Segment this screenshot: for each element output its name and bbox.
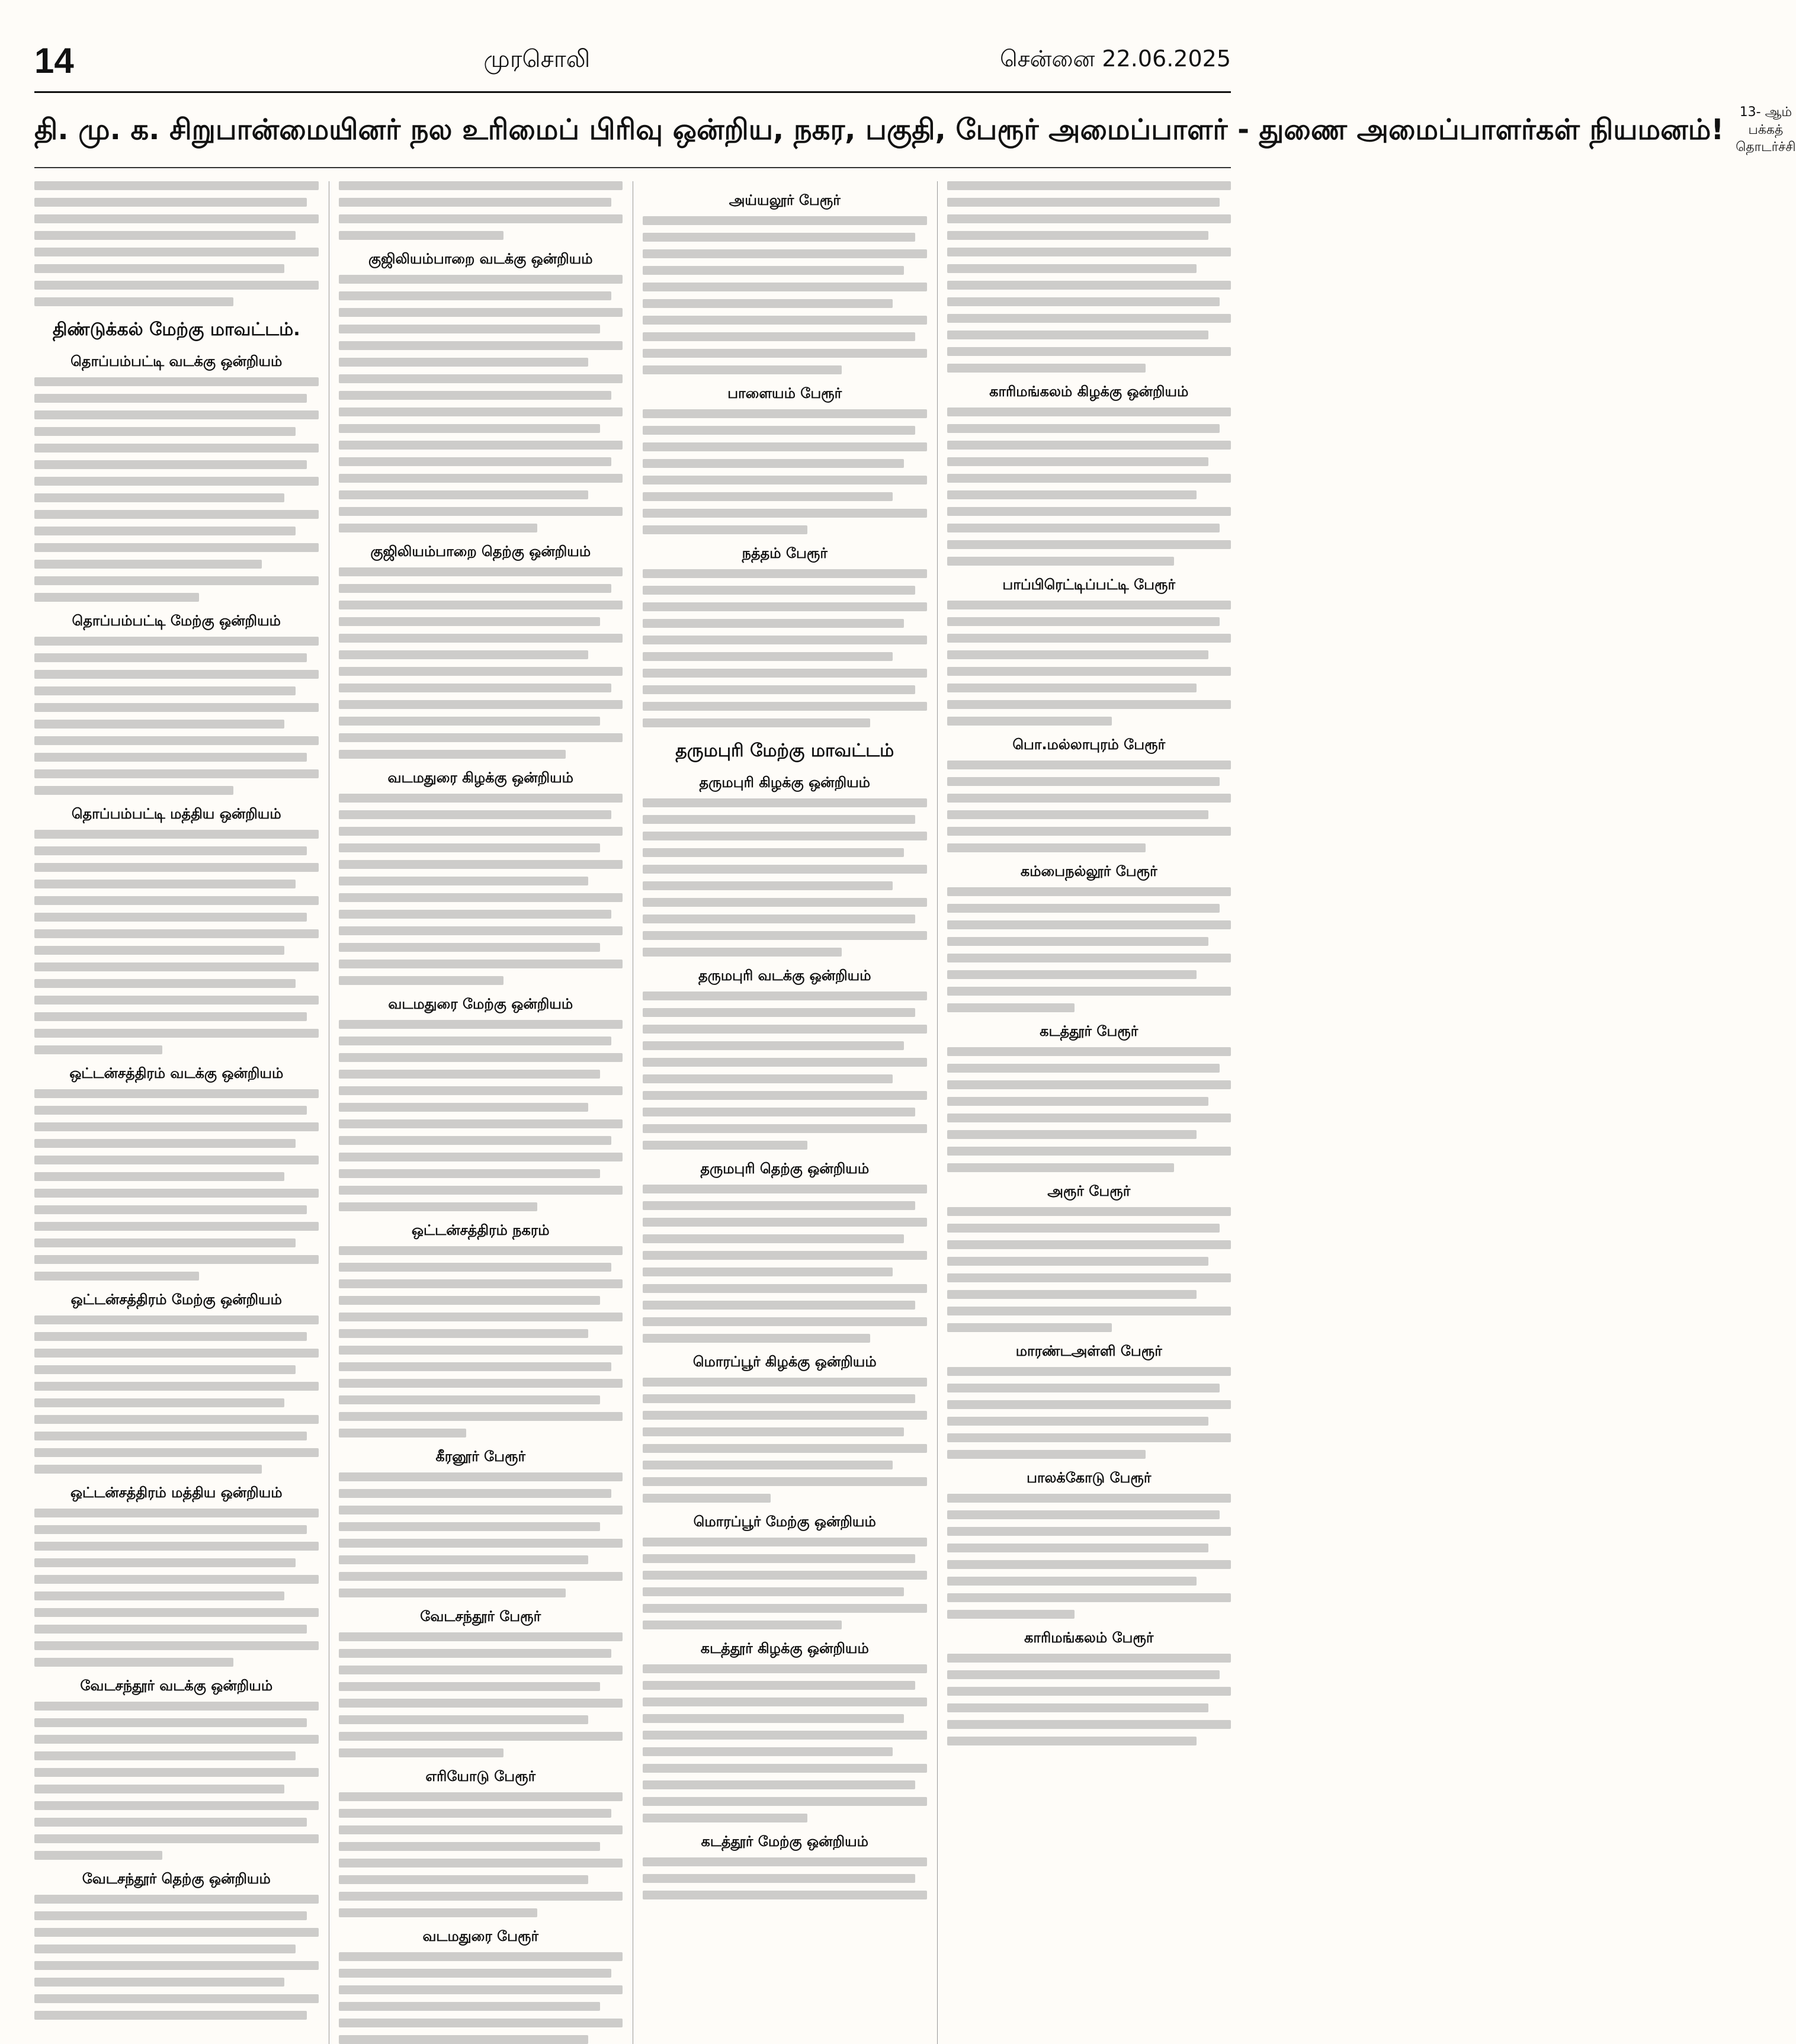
body-text (339, 567, 623, 759)
article-columns (34, 181, 1231, 1946)
section-heading: குஜிலியம்பாறை தெற்கு ஒன்றியம் (370, 543, 591, 560)
page-number: 14 (34, 40, 74, 81)
body-text (643, 409, 927, 534)
section-heading: தருமபுரி வடக்கு ஒன்றியம் (698, 967, 871, 984)
dateline: சென்னை 22.06.2025 (1000, 46, 1231, 72)
body-text (643, 1857, 927, 1899)
body-text (339, 275, 623, 532)
section-heading: கடத்தூர் மேற்கு ஒன்றியம் (701, 1833, 868, 1850)
section-heading: கடத்தூர் பேரூர் (1040, 1023, 1138, 1040)
section-heading: தொப்பம்பட்டி மேற்கு ஒன்றியம் (72, 612, 281, 630)
section-heading: பாளையம் பேரூர் (727, 385, 842, 402)
body-text (643, 798, 927, 957)
section-heading: திண்டுக்கல் மேற்கு மாவட்டம். (52, 319, 300, 341)
body-text (339, 1020, 623, 1211)
body-text (947, 1494, 1231, 1619)
section-heading: அரூர் பேரூர் (1047, 1183, 1131, 1200)
body-text (947, 761, 1231, 852)
section-heading: வேடசந்தூர் பேரூர் (420, 1608, 541, 1625)
body-text (34, 377, 319, 602)
column-2 (339, 181, 623, 2044)
section-heading: குஜிலியம்பாறை வடக்கு ஒன்றியம் (368, 251, 593, 268)
body-text (643, 991, 927, 1150)
headline-row (34, 104, 1796, 156)
masthead: முரசொலி (483, 45, 591, 73)
section-heading: ஒட்டன்சத்திரம் நகரம் (411, 1222, 550, 1239)
body-text (34, 637, 319, 795)
column-4 (947, 181, 1231, 2044)
body-text (34, 1702, 319, 1860)
section-heading: பொ.மல்லாபுரம் பேரூர் (1012, 736, 1166, 753)
section-heading: பாப்பிரெட்டிப்பட்டி பேரூர் (1002, 576, 1176, 593)
section-heading: தருமபுரி தெற்கு ஒன்றியம் (700, 1160, 870, 1177)
column-1 (34, 181, 319, 2044)
body-text (947, 181, 1231, 373)
body-text (34, 1315, 319, 1474)
page-header (34, 36, 1231, 85)
section-heading: வடமதுரை மேற்கு ஒன்றியம் (388, 996, 573, 1013)
body-text (947, 407, 1231, 566)
section-heading: தருமபுரி கிழக்கு ஒன்றியம் (699, 774, 870, 791)
body-text (339, 1952, 623, 2044)
body-text (34, 1895, 319, 2020)
body-text (947, 601, 1231, 726)
section-heading: ஒட்டன்சத்திரம் மேற்கு ஒன்றியம் (70, 1291, 282, 1308)
body-text (947, 1207, 1231, 1332)
body-text (34, 181, 319, 306)
body-text (339, 794, 623, 985)
body-text (643, 1378, 927, 1503)
body-text (339, 181, 623, 240)
section-heading: கடத்தூர் கிழக்கு ஒன்றியம் (700, 1640, 869, 1657)
body-text (34, 1509, 319, 1667)
body-text (339, 1246, 623, 1437)
section-heading: தொப்பம்பட்டி வடக்கு ஒன்றியம் (70, 353, 283, 370)
headline-rule (34, 167, 1231, 168)
body-text (643, 216, 927, 374)
body-text (947, 1047, 1231, 1172)
section-heading: தருமபுரி மேற்கு மாவட்டம் (675, 740, 894, 762)
section-heading: நத்தம் பேரூர் (742, 545, 828, 562)
section-heading: கம்பைநல்லூர் பேரூர் (1020, 863, 1157, 880)
section-heading: தொப்பம்பட்டி மத்திய ஒன்றியம் (71, 806, 281, 823)
body-text (34, 830, 319, 1054)
section-heading: வடமதுரை பேரூர் (422, 1928, 539, 1945)
body-text (947, 887, 1231, 1012)
section-heading: மொரப்பூர் கிழக்கு ஒன்றியம் (692, 1353, 877, 1371)
body-text (643, 1185, 927, 1343)
body-text (339, 1792, 623, 1917)
section-heading: எரியோடு பேரூர் (425, 1768, 536, 1785)
section-heading: மாரண்டஅள்ளி பேரூர் (1015, 1343, 1162, 1360)
section-heading: காரிமங்கலம் கிழக்கு ஒன்றியம் (989, 383, 1189, 400)
section-heading: வேடசந்தூர் வடக்கு ஒன்றியம் (80, 1677, 273, 1695)
section-heading: மொரப்பூர் மேற்கு ஒன்றியம் (693, 1513, 876, 1530)
section-heading: வேடசந்தூர் தெற்கு ஒன்றியம் (82, 1870, 271, 1888)
section-heading: ஒட்டன்சத்திரம் வடக்கு ஒன்றியம் (69, 1065, 284, 1082)
body-text (947, 1367, 1231, 1459)
section-heading: அய்யலூர் பேரூர் (729, 192, 841, 209)
section-heading: காரிமங்கலம் பேரூர் (1024, 1629, 1154, 1647)
body-text (643, 569, 927, 727)
body-text (339, 1632, 623, 1757)
section-heading: பாலக்கோடு பேரூர் (1027, 1469, 1152, 1487)
body-text (34, 1089, 319, 1281)
body-text (947, 1654, 1231, 1745)
body-text (339, 1472, 623, 1597)
section-heading: வடமதுரை கிழக்கு ஒன்றியம் (387, 769, 573, 787)
section-heading: ஒட்டன்சத்திரம் மத்திய ஒன்றியம் (70, 1484, 283, 1501)
headline: தி. மு. க. சிறுபான்மையினர் நல உரிமைப் பிரிவு ஒன்றிய, நகர, பகுதி, பேரூர் அமைப்பாளர் - துணை அமைப்பாளர்கள் நியமனம்! (34, 113, 1724, 146)
body-text (643, 1538, 927, 1629)
header-rule (34, 91, 1231, 93)
section-heading: கீரனூர் பேரூர் (435, 1448, 526, 1465)
column-3 (643, 181, 927, 2044)
body-text (643, 1664, 927, 1822)
continuation-note: 13- ஆம் பக்கத் தொடர்ச்சி (1736, 105, 1796, 155)
